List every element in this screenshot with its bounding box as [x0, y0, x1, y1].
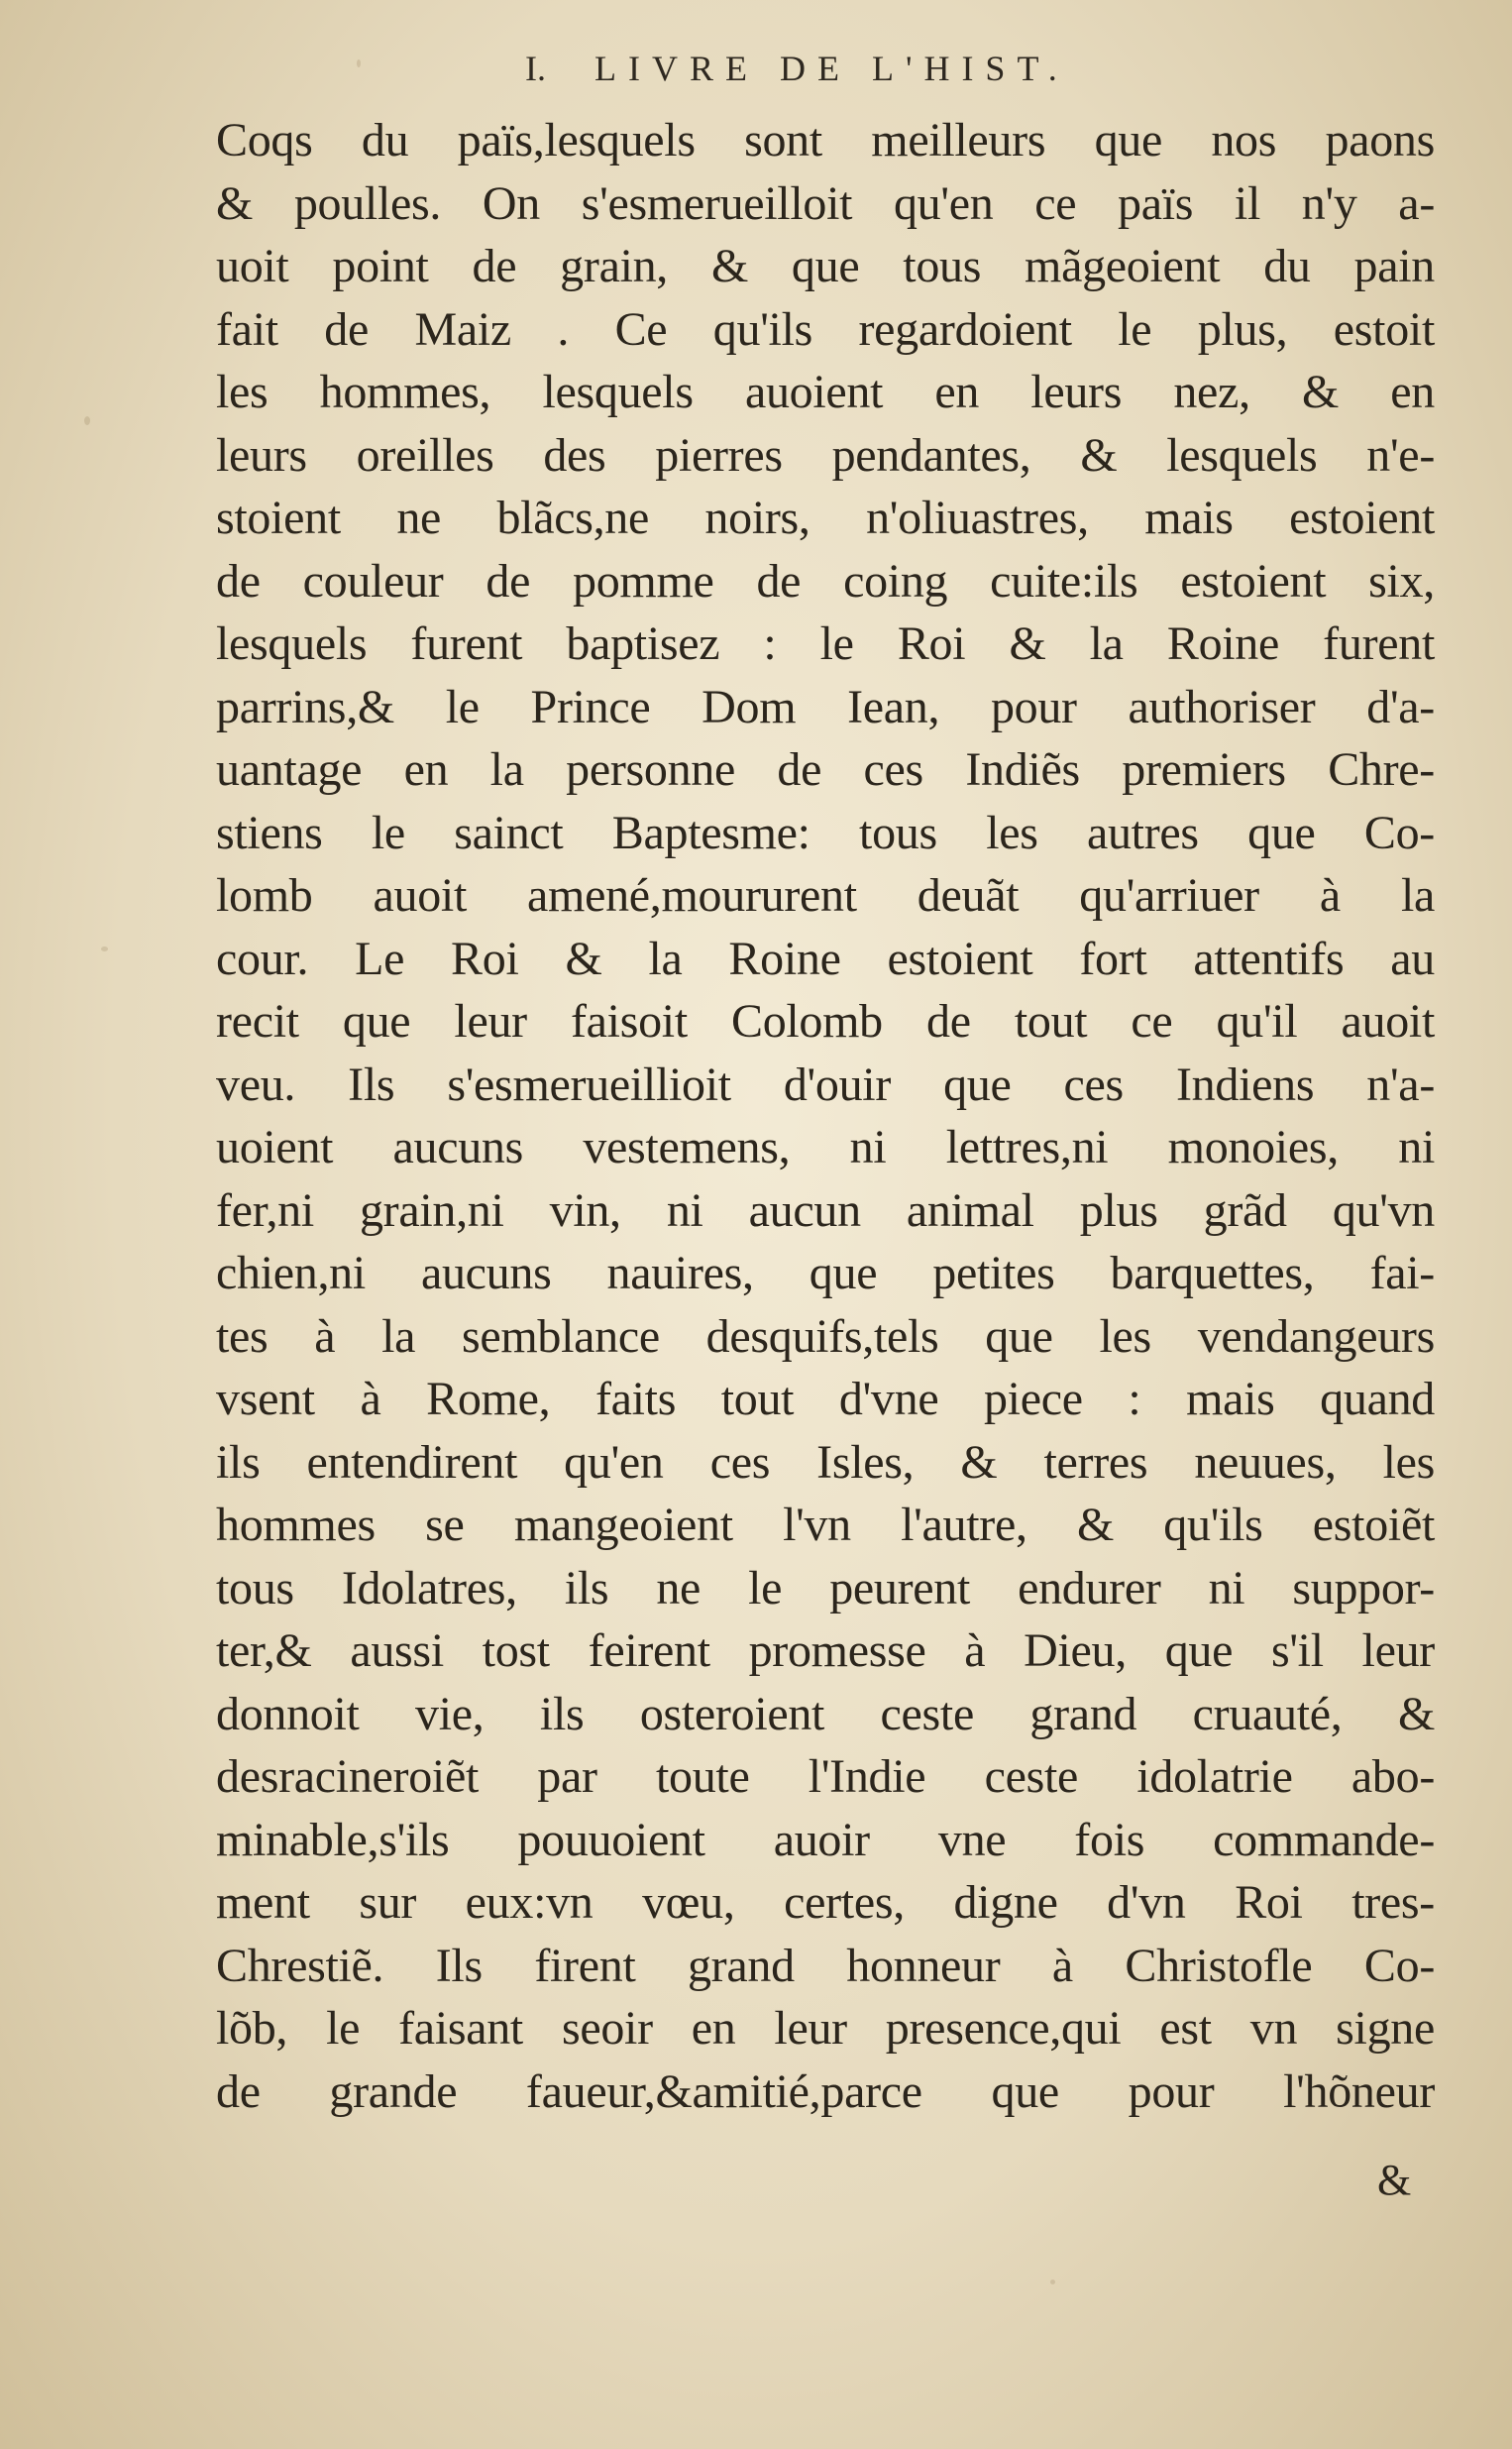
text-line: vsent à Rome, faits tout d'vne piece : mais quand	[216, 1373, 1435, 1425]
paper-speck	[101, 946, 108, 951]
text-line: stiens le sainct Baptesme: tous les autres que Co-	[216, 806, 1435, 859]
text-line: fer,ni grain,ni vin, ni aucun animal plus grãd qu'vn	[216, 1183, 1435, 1237]
text-line: de couleur de pomme de coing cuite:ils estoient six,	[216, 554, 1435, 608]
text-line: les hommes, lesquels auoient en leurs nez, & en	[216, 366, 1435, 418]
text-line: tes à la semblance desquifs,tels que les vendangeurs	[216, 1309, 1435, 1363]
paper-speck	[84, 416, 90, 425]
text-line: Coqs du païs,lesquels sont meilleurs que nos paons	[216, 114, 1435, 167]
text-line: & poulles. On s'esmerueilloit qu'en ce païs il n'y a-	[216, 176, 1435, 230]
folio-number: I.	[525, 49, 546, 88]
running-title: LIVRE DE L'HIST.	[594, 49, 1069, 88]
text-line: Chrestiẽ. Ils firent grand honneur à Christofle Co-	[216, 1939, 1435, 1992]
text-line: uantage en la personne de ces Indiẽs premiers Chre-	[216, 743, 1435, 796]
paper-speck	[1050, 2280, 1055, 2284]
text-line: desracineroiẽt par toute l'Indie ceste idolatrie abo-	[216, 1750, 1435, 1803]
text-line: stoient ne blãcs,ne noirs, n'oliuastres, mais estoient	[216, 492, 1435, 544]
text-line: hommes se mangeoient l'vn l'autre, & qu'ils estoiẽt	[216, 1499, 1435, 1551]
text-line: parrins,& le Prince Dom Iean, pour authoriser d'a-	[216, 680, 1435, 733]
text-line: recit que leur faisoit Colomb de tout ce qu'il auoit	[216, 995, 1435, 1048]
text-line: veu. Ils s'esmerueillioit d'ouir que ces Indiens n'a-	[216, 1058, 1435, 1111]
text-line: donnoit vie, ils osteroient ceste grand cruauté, &	[216, 1687, 1435, 1740]
text-line: tous Idolatres, ils ne le peurent endurer ni suppor-	[216, 1561, 1435, 1614]
catchword: &	[1377, 2156, 1412, 2204]
text-line: fait de Maiz . Ce qu'ils regardoient le plus, estoit	[216, 302, 1435, 356]
text-line: ils entendirent qu'en ces Isles, & terres neuues, les	[216, 1435, 1435, 1489]
text-line: lesquels furent baptisez : le Roi & la Roine furent	[216, 617, 1435, 670]
text-line: ment sur eux:vn vœu, certes, digne d'vn Roi tres-	[216, 1876, 1435, 1929]
running-header	[0, 48, 1512, 107]
text-line: minable,s'ils pouuoient auoir vne fois commande-	[216, 1813, 1435, 1866]
text-line: de grande faueur,&amitié,parce que pour l'hõneur	[216, 2064, 1435, 2118]
text-line: lomb auoit amené,moururent deuãt qu'arriuer à la	[216, 869, 1435, 922]
text-line: chien,ni aucuns nauires, que petites barquettes, fai-	[216, 1247, 1435, 1299]
text-line: cour. Le Roi & la Roine estoient fort attentifs au	[216, 932, 1435, 985]
text-line: ter,& aussi tost feirent promesse à Dieu, que s'il leur	[216, 1624, 1435, 1677]
body-text	[216, 109, 1435, 2240]
text-line: leurs oreilles des pierres pendantes, & lesquels n'e-	[216, 428, 1435, 482]
text-line: lõb, le faisant seoir en leur presence,qui est vn signe	[216, 2002, 1435, 2055]
text-line: uoit point de grain, & que tous mãgeoient du pain	[216, 240, 1435, 292]
text-line: uoient aucuns vestemens, ni lettres,ni monoies, ni	[216, 1121, 1435, 1173]
